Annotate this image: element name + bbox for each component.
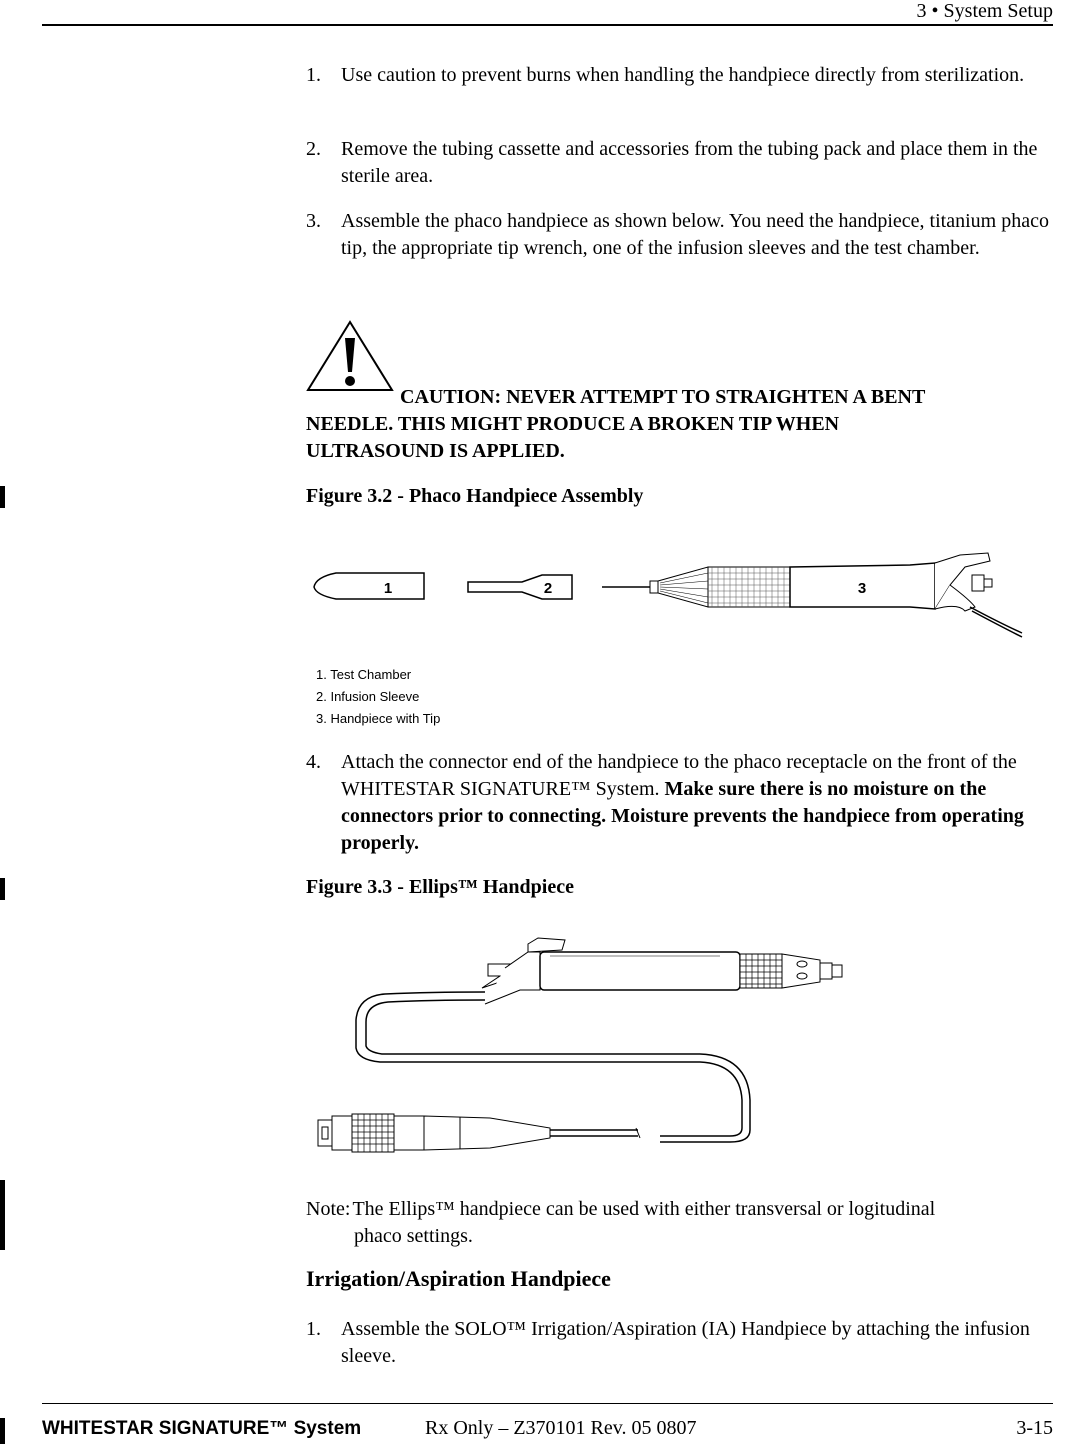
caution-line2: NEEDLE. THIS MIGHT PRODUCE A BROKEN TIP WHEN — [306, 413, 840, 435]
step-text-bold: Make sure there is no moisture on the connectors prior to connecting. Moisture prevents the handpiece from operating properly. — [341, 778, 1024, 854]
step-number: 1. — [306, 1318, 321, 1340]
note-label: Note: — [306, 1198, 351, 1220]
running-header: 3 • System Setup — [916, 0, 1053, 22]
note-text: The Ellips™ handpiece can be used with either transversal or logitudinal — [352, 1198, 936, 1220]
change-bar — [0, 1180, 5, 1250]
step-number: 3. — [306, 210, 321, 232]
footer-rule — [42, 1403, 1053, 1404]
note — [306, 1196, 1056, 1250]
step-text: Use caution to prevent burns when handling the handpiece directly from sterilization. — [341, 64, 1025, 86]
part-label: 2 — [543, 580, 553, 597]
part-label: 3 — [857, 580, 867, 597]
legend-item: 1. Test Chamber — [316, 667, 412, 682]
list-item — [306, 749, 1061, 857]
footer-product: WHITESTAR SIGNATURE™ System — [42, 1418, 362, 1439]
step-text: Assemble the phaco handpiece as shown below. You need the handpiece, titanium phaco tip, the appropriate tip wrench, one of the infusion sleeves and the test chamber. — [341, 210, 1049, 259]
change-bar — [0, 486, 5, 508]
step-number: 4. — [306, 751, 321, 773]
ellips-handpiece-diagram — [300, 930, 860, 1170]
section-heading: Irrigation/Aspiration Handpiece — [306, 1266, 611, 1291]
step-text: Remove the tubing cassette and accessories from the tubing pack and place them in the sterile area. — [341, 138, 1038, 187]
note-text-cont: phaco settings. — [354, 1225, 473, 1247]
warning-triangle-icon — [306, 320, 394, 392]
step-number: 2. — [306, 138, 321, 160]
legend-item: 2. Infusion Sleeve — [316, 689, 420, 704]
footer-doc-number: Rx Only – Z370101 Rev. 05 0807 — [425, 1417, 697, 1439]
step-number: 1. — [306, 64, 321, 86]
list-item — [306, 62, 1061, 89]
list-item — [306, 208, 1061, 262]
change-bar — [0, 1418, 5, 1444]
caution-line3: ULTRASOUND IS APPLIED. — [306, 440, 565, 462]
step-text — [341, 749, 1061, 857]
figure-caption: Figure 3.2 - Phaco Handpiece Assembly — [306, 485, 644, 507]
change-bar — [0, 878, 5, 900]
footer-page-number: 3-15 — [1016, 1417, 1053, 1439]
list-item — [306, 136, 1061, 190]
part-label: 1 — [383, 580, 393, 597]
step-text-regular: Attach the connector end of the handpiece to the phaco receptacle on the front of the WHITESTAR SIGNATURE™ System. — [341, 751, 1017, 800]
phaco-handpiece-assembly-diagram — [310, 545, 1030, 640]
step-text: Assemble the SOLO™ Irrigation/Aspiration (IA) Handpiece by attaching the infusion sleeve. — [341, 1318, 1030, 1367]
figure-caption: Figure 3.3 - Ellips™ Handpiece — [306, 876, 574, 898]
legend-item: 3. Handpiece with Tip — [316, 711, 441, 726]
header-rule — [42, 24, 1053, 26]
caution-line1: CAUTION: NEVER ATTEMPT TO STRAIGHTEN A BENT — [400, 386, 926, 408]
list-item — [306, 1316, 1061, 1370]
